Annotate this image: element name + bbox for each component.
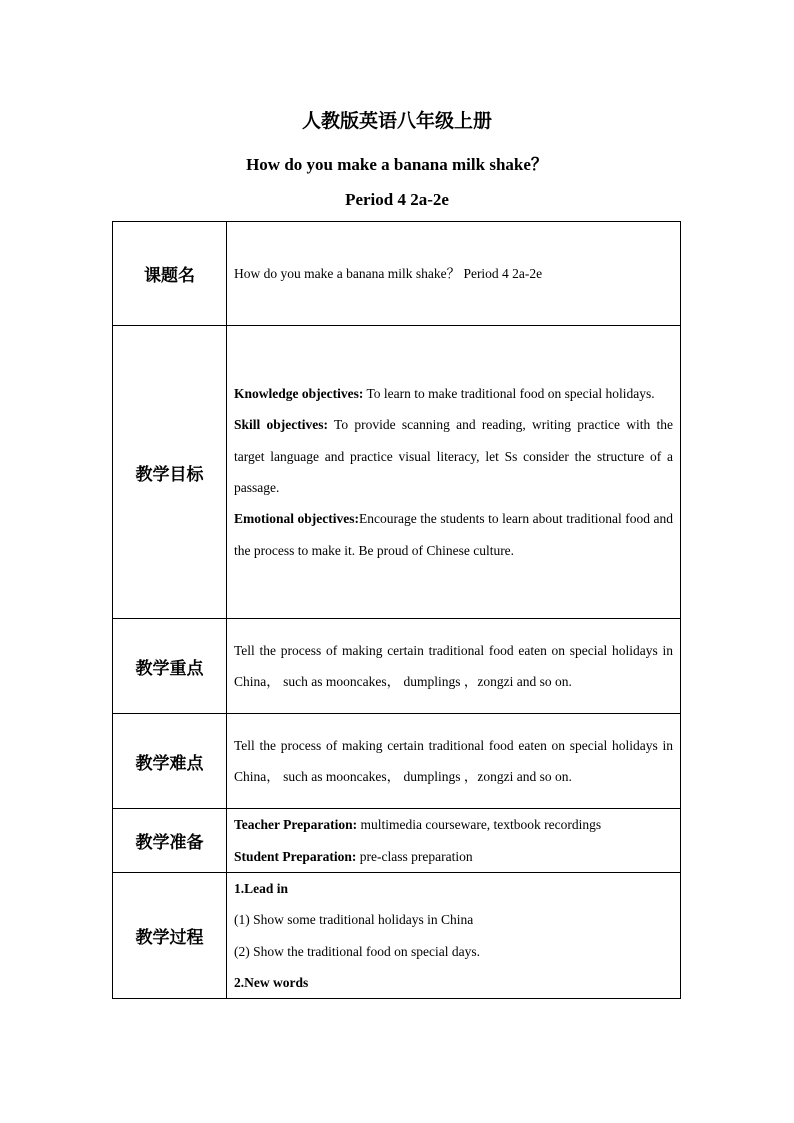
student-preparation <box>234 841 673 872</box>
key-points-label: 教学重点 <box>113 619 227 714</box>
process-cell <box>227 873 681 999</box>
document-title: 人教版英语八年级上册 <box>301 110 492 132</box>
student-preparation-label: Student Preparation: <box>234 848 357 864</box>
key-points-text: Tell the process of making certain traditional food eaten on special holidays in China， such as mooncakes， dumplings ，zongzi and so on. <box>234 642 673 689</box>
preparation-label: 教学准备 <box>113 809 227 873</box>
knowledge-objective-label: Knowledge objectives: <box>234 386 364 402</box>
objectives-label: 教学目标 <box>113 326 227 619</box>
step1-heading-text: 1.Lead in <box>234 881 289 896</box>
step1-heading <box>234 873 673 904</box>
key-points-cell <box>227 619 681 714</box>
step2-heading-text: 2.New words <box>234 974 309 990</box>
table-row-preparation <box>113 809 681 873</box>
student-preparation-text: pre-class preparation <box>356 848 473 864</box>
emotional-objective <box>234 503 673 566</box>
skill-objective-text: To provide scanning and reading, writing practice with the target language and practice visual literacy, let Ss consider the structure of a passage. <box>234 417 673 495</box>
step1-item1: (1) Show some traditional holidays in China <box>234 912 474 928</box>
lesson-subtitle: How do you make a banana milk shake？ <box>246 155 548 174</box>
preparation-cell <box>227 809 681 873</box>
process-label: 教学过程 <box>113 873 227 999</box>
difficult-points-label: 教学难点 <box>113 714 227 809</box>
topic-cell <box>227 222 681 326</box>
period-label: Period 4 2a-2e <box>345 190 449 209</box>
table-row-difficult-points <box>113 714 681 809</box>
step1-item2: (2) Show the traditional food on special days. <box>234 943 480 959</box>
knowledge-objective <box>234 378 673 409</box>
table-row-objectives <box>113 326 681 619</box>
emotional-objective-text: Encourage the students to learn about traditional food and the process to make it. Be proud of Chinese culture. <box>234 511 674 558</box>
knowledge-objective-text: To learn to make traditional food on special holidays. <box>363 386 655 402</box>
emotional-objective-label: Emotional objectives: <box>234 511 360 527</box>
objectives-cell <box>227 326 681 619</box>
step2-heading <box>234 967 673 998</box>
teacher-preparation-text: multimedia courseware, textbook recordings <box>357 817 602 833</box>
teacher-preparation-label: Teacher Preparation: <box>234 817 358 833</box>
table-row-topic <box>113 222 681 326</box>
topic-label: 课题名 <box>113 222 227 326</box>
teacher-preparation <box>234 809 673 840</box>
table-row-key-points <box>113 619 681 714</box>
lesson-plan-table <box>112 221 681 999</box>
topic-text: How do you make a banana milk shake？ Period 4 2a-2e <box>234 265 543 281</box>
difficult-points-cell <box>227 714 681 809</box>
skill-objective <box>234 409 673 503</box>
skill-objective-label: Skill objectives: <box>234 417 329 433</box>
difficult-points-text: Tell the process of making certain traditional food eaten on special holidays in China， such as mooncakes， dumplings ，zongzi and so on. <box>234 737 673 784</box>
table-row-process <box>113 873 681 999</box>
